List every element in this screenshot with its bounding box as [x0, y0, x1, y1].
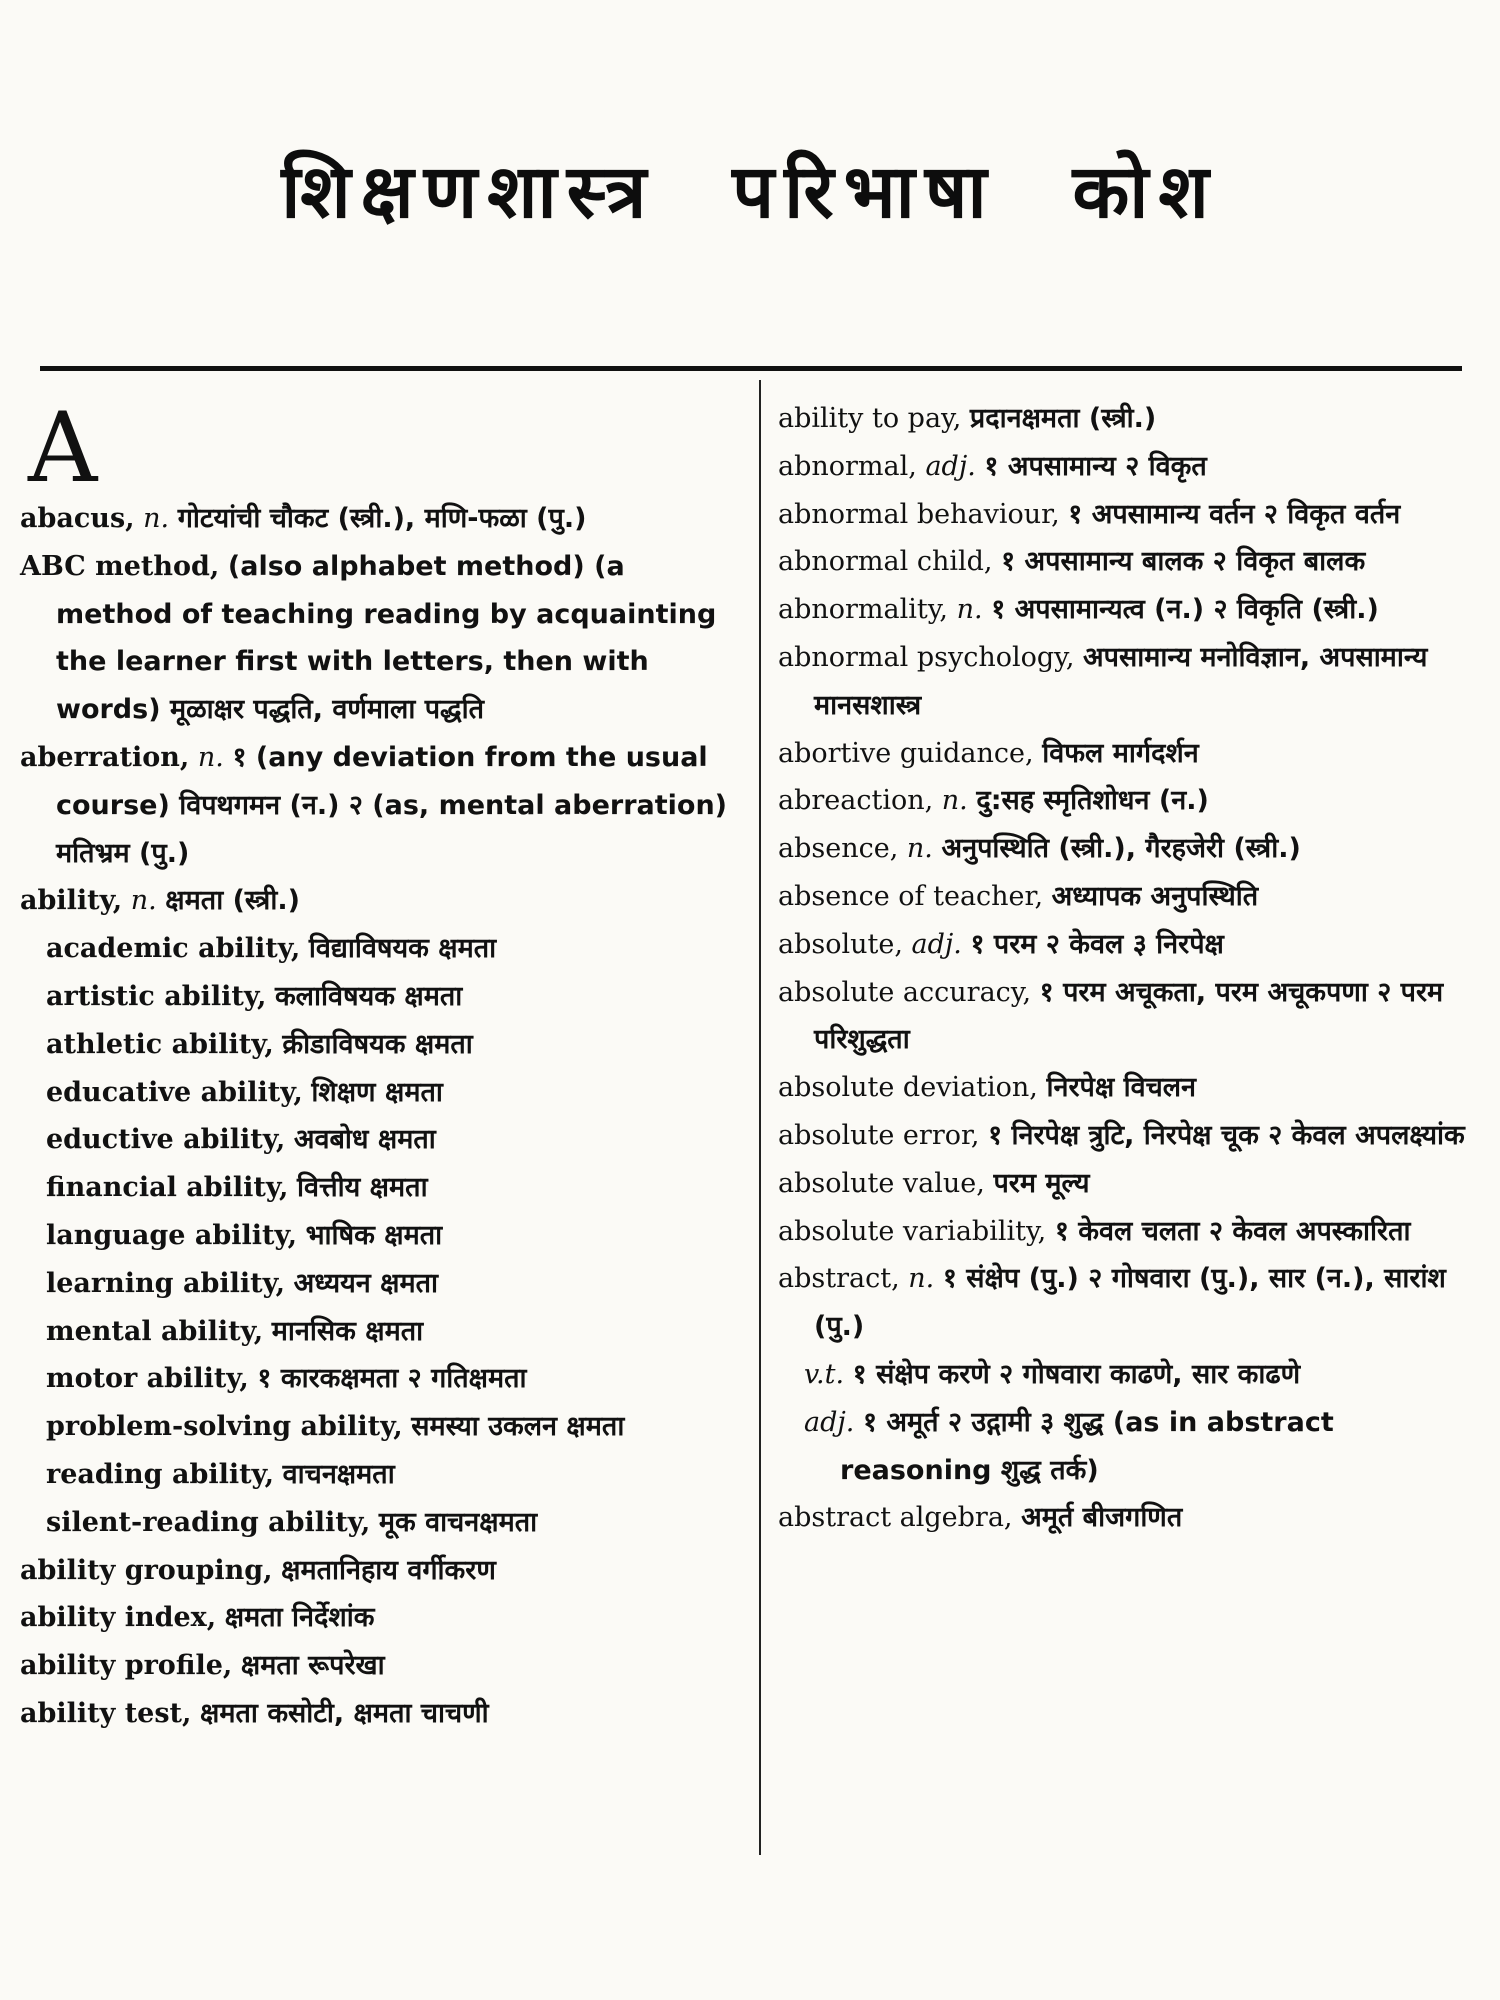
entry-translation: क्षमतानिहाय वर्गीकरण	[281, 1554, 496, 1586]
right-column	[778, 395, 1480, 1542]
entry-translation: क्षमता निर्देशांक	[224, 1602, 375, 1634]
dictionary-entry	[778, 1494, 1480, 1542]
dictionary-entry	[778, 730, 1480, 778]
entry-headword: ability,	[20, 885, 123, 917]
entry-translation: क्रीडाविषयक क्षमता	[282, 1028, 473, 1060]
entry-translation: क्षमता (स्त्री.)	[165, 885, 300, 917]
entry-headword: motor ability,	[46, 1363, 249, 1395]
entry-headword: athletic ability,	[46, 1028, 274, 1060]
entry-headword: ability profile,	[20, 1650, 233, 1682]
entry-headword: aberration,	[20, 741, 190, 773]
entry-translation: १ परम अचूकता, परम अचूकपणा २ परम परिशुद्धता	[814, 976, 1444, 1056]
dictionary-entry	[778, 443, 1480, 491]
part-of-speech: adj.	[925, 450, 976, 482]
entry-translation: वाचनक्षमता	[282, 1458, 395, 1490]
dictionary-entry	[20, 1451, 732, 1499]
entry-headword: abnormal child,	[778, 546, 993, 578]
dictionary-entry	[20, 495, 732, 543]
entry-translation: १ कारकक्षमता २ गतिक्षमता	[257, 1363, 527, 1395]
dictionary-entry	[778, 395, 1480, 443]
dictionary-entry	[20, 1499, 732, 1547]
entry-headword: abacus,	[20, 503, 135, 534]
entry-headword: abstract,	[778, 1263, 900, 1295]
entry-translation: विफल मार्गदर्शन	[1042, 737, 1199, 769]
dictionary-entry	[778, 1208, 1480, 1256]
entry-headword: educative ability,	[46, 1076, 303, 1108]
dictionary-entry	[20, 1547, 732, 1595]
entry-translation: भाषिक क्षमता	[305, 1219, 443, 1251]
entry-headword: language ability,	[46, 1219, 297, 1251]
entry-headword: ability grouping,	[20, 1554, 273, 1586]
dictionary-entry	[778, 586, 1480, 634]
entry-translation: १ अपसामान्य २ विकृत	[984, 450, 1207, 482]
entry-translation: १ केवल चलता २ केवल अपस्कारिता	[1054, 1215, 1411, 1247]
part-of-speech: adj.	[911, 928, 962, 960]
dictionary-entry	[778, 1112, 1480, 1160]
entry-translation: १ अपसामान्य वर्तन २ विकृत वर्तन	[1068, 498, 1401, 530]
page-title: शिक्षणशास्त्र परिभाषा कोश	[281, 149, 1219, 235]
dictionary-entry	[778, 873, 1480, 921]
entry-headword: academic ability,	[46, 933, 301, 965]
entry-headword: abnormal,	[778, 450, 917, 482]
dictionary-entry	[20, 1355, 732, 1403]
entry-translation: अपसामान्य मनोविज्ञान, अपसामान्य मानसशास्त्र	[814, 641, 1428, 721]
entry-headword: absolute value,	[778, 1167, 985, 1199]
dictionary-entry	[20, 1642, 732, 1690]
part-of-speech: n.	[130, 885, 157, 917]
entry-headword: ability to pay,	[778, 403, 962, 434]
dictionary-entry	[20, 1260, 732, 1308]
dictionary-entry	[20, 1164, 732, 1212]
left-column	[20, 392, 732, 1738]
entry-headword: financial ability,	[46, 1172, 289, 1204]
dictionary-entry	[778, 1351, 1480, 1399]
entry-headword: abnormality,	[778, 594, 949, 626]
entry-headword: abreaction,	[778, 785, 934, 817]
entry-headword: absolute,	[778, 928, 903, 960]
dictionary-entry	[778, 1255, 1480, 1351]
entry-translation: अनुपस्थिति (स्त्री.), गैरहजेरी (स्त्री.)	[941, 833, 1301, 865]
entry-translation: दु:सह स्मृतिशोधन (न.)	[976, 785, 1209, 817]
entry-headword: reading ability,	[46, 1458, 275, 1490]
entry-translation: विद्याविषयक क्षमता	[308, 933, 497, 965]
entry-translation: (also alphabet method) (a method of teaching reading by acquainting the learner first with letters, then with words) मूळाक्षर पद्धति, वर्णमाला पद्धति	[56, 550, 717, 726]
part-of-speech: n.	[906, 833, 933, 865]
entry-headword: artistic ability,	[46, 980, 267, 1012]
dictionary-entry	[778, 969, 1480, 1065]
entry-translation: अमूर्त बीजगणित	[1021, 1502, 1183, 1534]
entry-headword: ABC method,	[20, 550, 220, 582]
entry-headword: absolute error,	[778, 1119, 980, 1151]
dictionary-entry	[778, 1399, 1480, 1495]
entry-translation: वित्तीय क्षमता	[296, 1172, 428, 1204]
dictionary-entry	[20, 1116, 732, 1164]
entry-translation: निरपेक्ष विचलन	[1046, 1072, 1197, 1104]
entry-headword: abnormal psychology,	[778, 641, 1075, 673]
dictionary-entry	[20, 734, 732, 877]
entry-translation: समस्या उकलन क्षमता	[411, 1411, 625, 1443]
dictionary-entry	[778, 1160, 1480, 1208]
entry-translation: १ संक्षेप करणे २ गोषवारा काढणे, सार काढणे	[852, 1358, 1301, 1390]
entry-translation: मानसिक क्षमता	[271, 1315, 424, 1347]
entry-translation: परम मूल्य	[993, 1167, 1090, 1199]
entry-translation: १ (any deviation from the usual course) विपथगमन (न.) २ (as, mental aberration) मतिभ्रम (पु.)	[56, 741, 728, 869]
dictionary-entry	[20, 1212, 732, 1260]
entry-translation: १ अपसामान्यत्व (न.) २ विकृति (स्त्री.)	[991, 594, 1379, 626]
entry-headword: absence,	[778, 833, 899, 865]
entry-translation: १ निरपेक्ष त्रुटि, निरपेक्ष चूक २ केवल अपलक्ष्यांक	[988, 1119, 1465, 1151]
entry-translation: गोटयांची चौकट (स्त्री.), मणि-फळा (पु.)	[177, 503, 587, 534]
entry-translation: कलाविषयक क्षमता	[274, 980, 463, 1012]
part-of-speech: n.	[956, 594, 983, 626]
entry-translation: प्रदानक्षमता (स्त्री.)	[969, 403, 1157, 434]
entry-headword: abortive guidance,	[778, 737, 1034, 769]
dictionary-entry	[20, 543, 732, 734]
dictionary-entry	[778, 491, 1480, 539]
part-of-speech: n.	[941, 785, 968, 817]
entry-headword: learning ability,	[46, 1267, 286, 1299]
dictionary-entry	[20, 1594, 732, 1642]
dictionary-entry	[20, 1690, 732, 1738]
dictionary-entry	[20, 877, 732, 925]
part-of-speech: n.	[197, 741, 224, 773]
dictionary-entry	[20, 1308, 732, 1356]
entry-headword: absence of teacher,	[778, 880, 1044, 912]
entry-translation: १ परम २ केवल ३ निरपेक्ष	[970, 928, 1224, 960]
entry-translation: अध्यापक अनुपस्थिति	[1051, 880, 1259, 912]
entry-headword: abstract algebra,	[778, 1502, 1013, 1534]
part-of-speech: v.t.	[804, 1358, 845, 1390]
dictionary-entry	[20, 925, 732, 973]
dictionary-entry	[20, 973, 732, 1021]
entry-translation: क्षमता कसोटी, क्षमता चाचणी	[200, 1697, 489, 1729]
entry-headword: ability test,	[20, 1697, 192, 1729]
column-divider	[759, 380, 761, 1855]
dictionary-entry	[778, 538, 1480, 586]
entry-translation: १ अमूर्त २ उद्गामी ३ शुद्ध (as in abstract reasoning शुद्ध तर्क)	[840, 1406, 1334, 1486]
dictionary-entry	[778, 825, 1480, 873]
entry-translation: १ अपसामान्य बालक २ विकृत बालक	[1001, 546, 1366, 578]
entry-headword: ability index,	[20, 1602, 217, 1634]
dictionary-entry	[778, 921, 1480, 969]
entry-headword: absolute deviation,	[778, 1072, 1038, 1104]
dictionary-entry	[778, 777, 1480, 825]
dictionary-entry	[778, 634, 1480, 730]
entry-headword: problem-solving ability,	[46, 1411, 403, 1443]
dictionary-entry	[778, 1064, 1480, 1112]
dictionary-entry	[20, 1403, 732, 1451]
part-of-speech: n.	[908, 1263, 935, 1295]
entry-headword: absolute accuracy,	[778, 976, 1032, 1008]
entry-headword: eductive ability,	[46, 1124, 286, 1156]
section-letter: A	[28, 392, 98, 504]
entry-translation: क्षमता रूपरेखा	[240, 1650, 385, 1682]
entry-headword: silent-reading ability,	[46, 1506, 371, 1538]
entry-translation: अध्ययन क्षमता	[293, 1267, 439, 1299]
dictionary-entry	[20, 1021, 732, 1069]
entry-translation: मूक वाचनक्षमता	[378, 1506, 538, 1538]
entry-translation: १ संक्षेप (पु.) २ गोषवारा (पु.), सार (न.), सारांश (पु.)	[814, 1263, 1446, 1343]
part-of-speech: adj.	[804, 1406, 855, 1438]
entry-translation: अवबोध क्षमता	[293, 1124, 436, 1156]
top-rule	[40, 366, 1462, 371]
entry-headword: absolute variability,	[778, 1215, 1047, 1247]
dictionary-entry	[20, 1069, 732, 1117]
part-of-speech: n.	[143, 503, 170, 534]
entry-translation: शिक्षण क्षमता	[311, 1076, 443, 1108]
entry-headword: mental ability,	[46, 1315, 264, 1347]
entry-headword: abnormal behaviour,	[778, 498, 1060, 530]
